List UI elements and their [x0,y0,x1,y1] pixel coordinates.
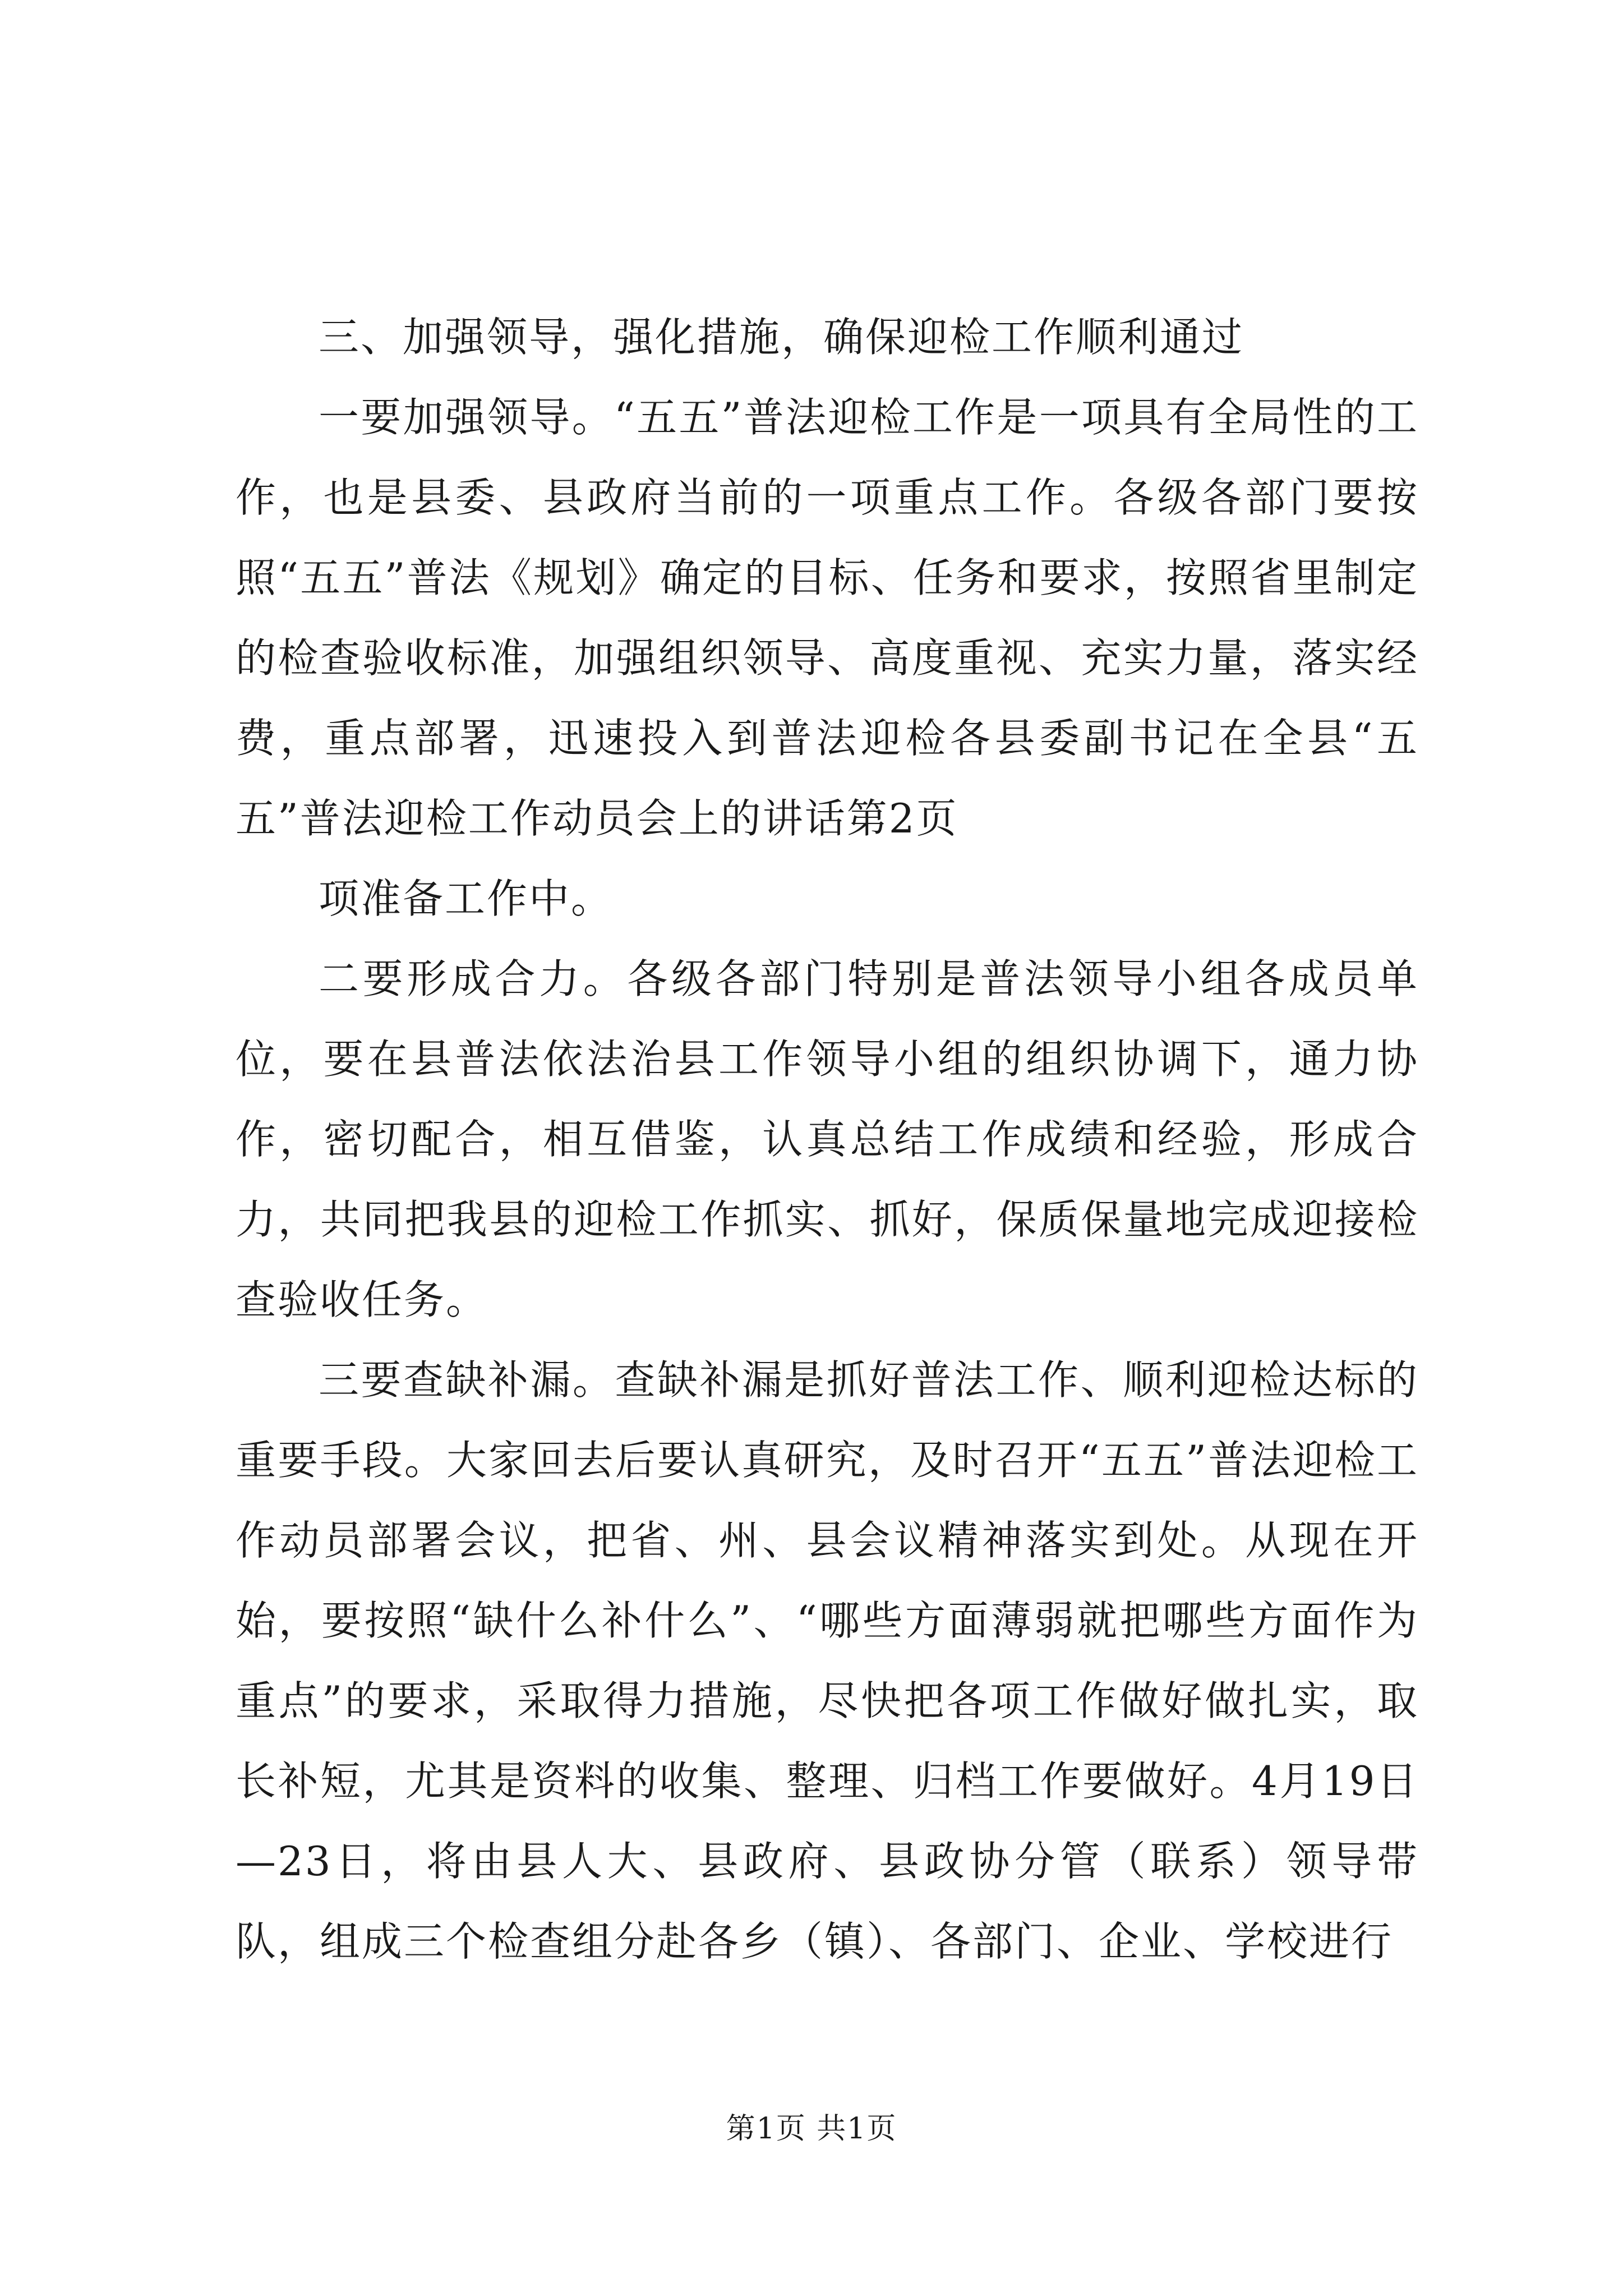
paragraph-continuation: 项准备工作中。 [319,875,614,922]
document-body [236,297,1419,1982]
page-footer: 第1页 共1页 [726,2112,897,2146]
paragraph-joint-effort: 二要形成合力。各级各部门特别是普法领导小组各成员单位，要在县普法依法治县工作领导小组的组织协调下，通力协作，密切配合，相互借鉴，认真总结工作成绩和经验，形成合力，共同把我县的迎检工作抓实、抓好，保质保量地完成迎接检查验收任务。 [236,955,1419,1323]
section-heading: 三、加强领导，强化措施，确保迎检工作顺利通过 [319,314,1244,361]
paragraph-fill-gaps: 三要查缺补漏。查缺补漏是抓好普法工作、顺利迎检达标的重要手段。大家回去后要认真研究，及时召开“五五”普法迎检工作动员部署会议，把省、州、县会议精神落实到处。从现在开始，要按照“缺什么补什么”、“哪些方面薄弱就把哪些方面作为重点”的要求，采取得力措施，尽快把各项工作做好做扎实，取长补短，尤其是资料的收集、整理、归档工作要做好。4月19日—23日，将由县人大、县政府、县政协分管（联系）领导带队，组成三个检查组分赴各乡（镇）、各部门、企业、学校进行 [236,1356,1419,1965]
paragraph-strengthen-leadership: 一要加强领导。“五五”普法迎检工作是一项具有全局性的工作，也是县委、县政府当前的一项重点工作。各级各部门要按照“五五”普法《规划》确定的目标、任务和要求，按照省里制定的检查验收标准，加强组织领导、高度重视、充实力量，落实经费，重点部署，迅速投入到普法迎检各县委副书记在全县“五五”普法迎检工作动员会上的讲话第2页 [236,394,1419,842]
